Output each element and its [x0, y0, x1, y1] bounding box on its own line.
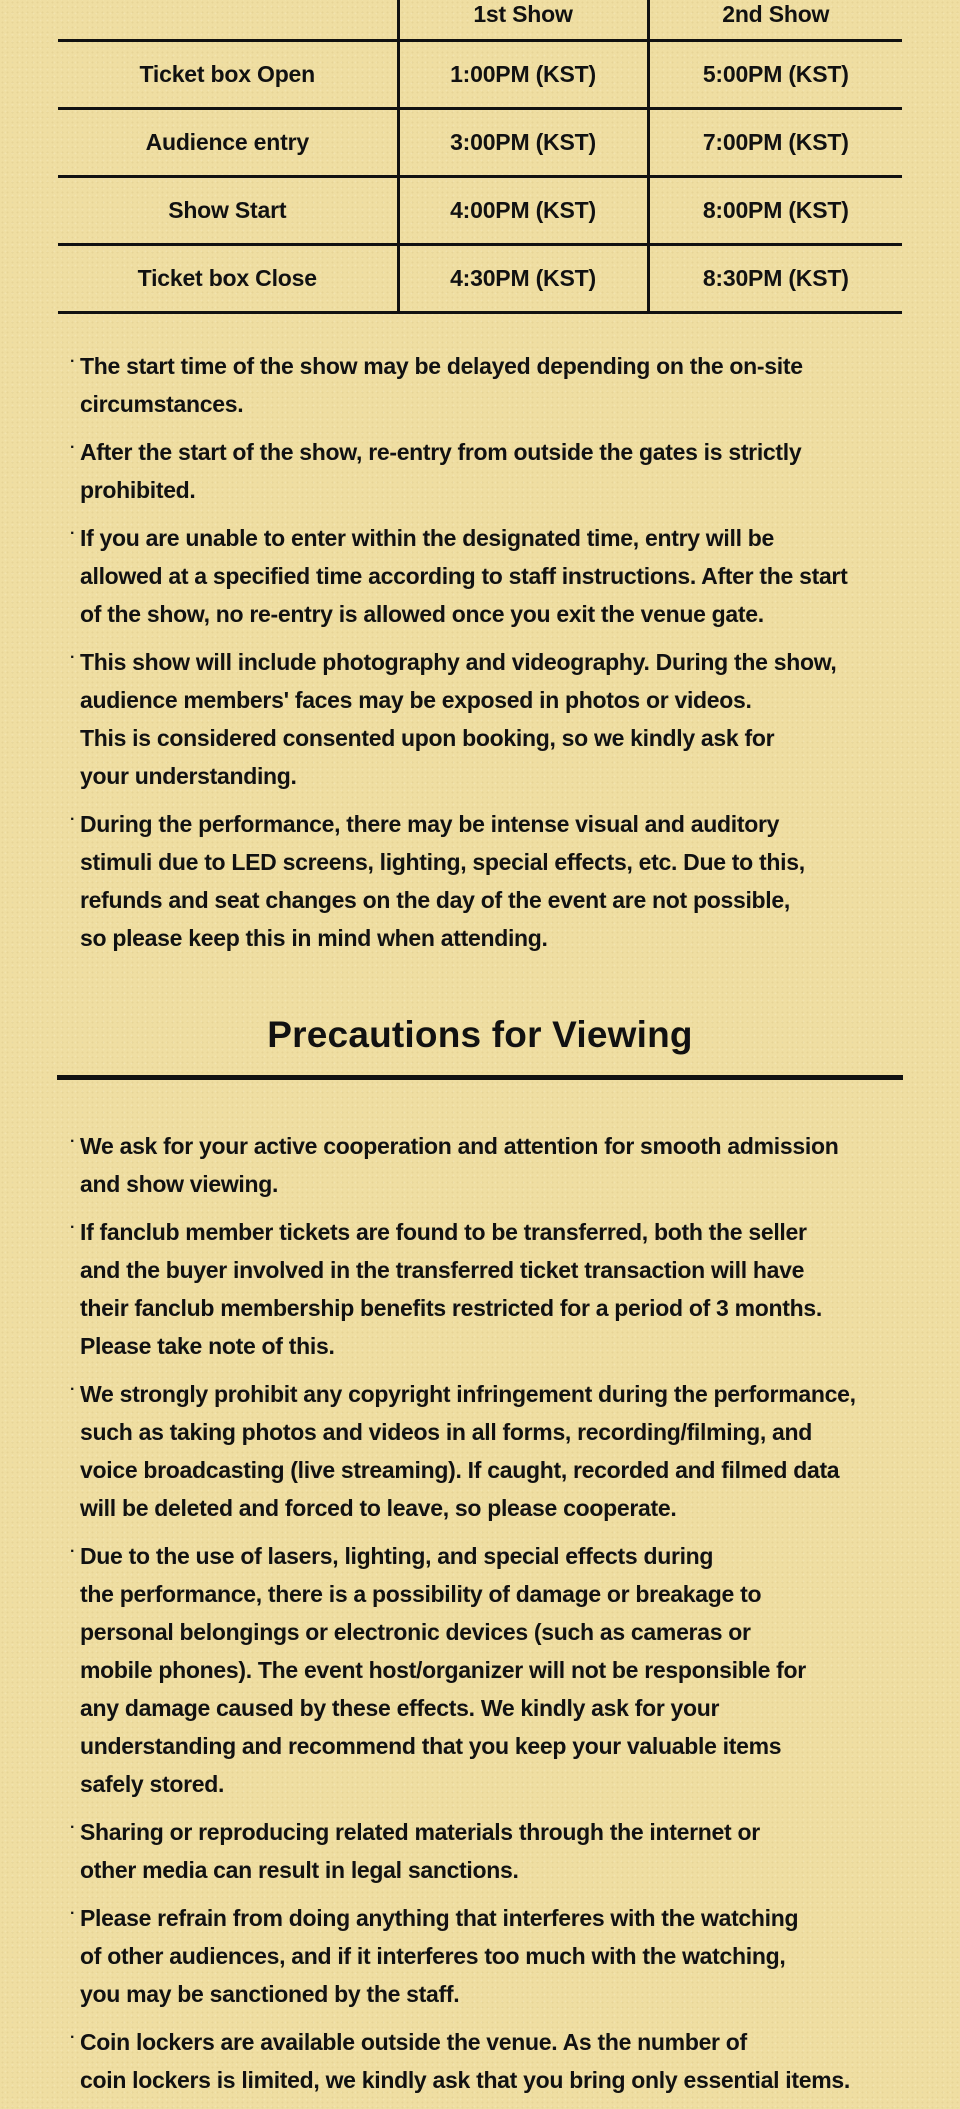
precautions-title: Precautions for Viewing	[267, 1014, 693, 1055]
bullet-icon: ·	[70, 439, 76, 456]
note-line: you may be sanctioned by the staff.	[80, 1981, 460, 2007]
note-line: safely stored.	[80, 1771, 225, 1797]
note-line: During the performance, there may be intense visual and auditory	[80, 811, 780, 837]
note-line: circumstances.	[80, 391, 244, 417]
note-line: refunds and seat changes on the day of the event are not possible,	[80, 887, 790, 913]
note-line: Due to the use of lasers, lighting, and special effects during	[80, 1543, 714, 1569]
note-line: Please refrain from doing anything that interferes with the watching	[80, 1905, 799, 1931]
show-note-item	[0, 433, 960, 509]
schedule-row	[58, 177, 902, 245]
bullet-icon: ·	[70, 811, 76, 828]
bullet-icon: ·	[70, 649, 76, 666]
bullet-icon: ·	[70, 1381, 76, 1398]
schedule-row-label: Audience entry	[58, 109, 398, 177]
note-line: prohibited.	[80, 477, 196, 503]
note-line: This is considered consented upon booking, so we kindly ask for	[80, 725, 775, 751]
bullet-icon: ·	[70, 1905, 76, 1922]
note-line: and show viewing.	[80, 1171, 279, 1197]
note-line: voice broadcasting (live streaming). If caught, recorded and filmed data	[80, 1457, 840, 1483]
note-line: This show will include photography and videography. During the show,	[80, 649, 837, 675]
precaution-item	[0, 1375, 960, 1527]
precaution-item	[0, 1213, 960, 1365]
note-line: coin lockers is limited, we kindly ask that you bring only essential items.	[80, 2067, 850, 2093]
show-schedule-table	[58, 0, 902, 314]
bullet-icon: ·	[70, 1219, 76, 1236]
note-line: their fanclub membership benefits restricted for a period of 3 months.	[80, 1295, 822, 1321]
note-line: personal belongings or electronic devices (such as cameras or	[80, 1619, 751, 1645]
schedule-row	[58, 245, 902, 313]
note-line: and the buyer involved in the transferred ticket transaction will have	[80, 1257, 805, 1283]
note-line: If you are unable to enter within the designated time, entry will be	[80, 525, 774, 551]
note-line: We ask for your active cooperation and attention for smooth admission	[80, 1133, 839, 1159]
note-line: If fanclub member tickets are found to be transferred, both the seller	[80, 1219, 807, 1245]
precaution-item	[0, 1813, 960, 1889]
note-line: the performance, there is a possibility of damage or breakage to	[80, 1581, 762, 1607]
note-line: will be deleted and forced to leave, so please cooperate.	[80, 1495, 677, 1521]
schedule-header-1st-show: 1st Show	[398, 0, 648, 41]
precaution-item	[0, 1127, 960, 1203]
note-line: Sharing or reproducing related materials through the internet or	[80, 1819, 760, 1845]
note-line: After the start of the show, re-entry from outside the gates is strictly	[80, 439, 802, 465]
precaution-item	[0, 2023, 960, 2099]
note-line: such as taking photos and videos in all forms, recording/filming, and	[80, 1419, 813, 1445]
note-line: other media can result in legal sanctions.	[80, 1857, 519, 1883]
note-line: your understanding.	[80, 763, 297, 789]
show-note-item	[0, 643, 960, 795]
note-line: Please take note of this.	[80, 1333, 335, 1359]
note-line: so please keep this in mind when attending.	[80, 925, 548, 951]
show-note-item	[0, 519, 960, 633]
bullet-icon: ·	[70, 353, 76, 370]
show-note-item	[0, 805, 960, 957]
note-line: of the show, no re-entry is allowed once you exit the venue gate.	[80, 601, 764, 627]
bullet-icon: ·	[70, 1133, 76, 1150]
precaution-item	[0, 1537, 960, 1803]
precaution-item	[0, 1899, 960, 2013]
note-line: of other audiences, and if it interferes too much with the watching,	[80, 1943, 786, 1969]
schedule-row-label: Show Start	[58, 177, 398, 245]
note-line: stimuli due to LED screens, lighting, special effects, etc. Due to this,	[80, 849, 805, 875]
schedule-2nd-show-time: 8:00PM (KST)	[648, 177, 902, 245]
note-line: understanding and recommend that you keep your valuable items	[80, 1733, 782, 1759]
note-line: The start time of the show may be delayed depending on the on-site	[80, 353, 803, 379]
show-notes-list	[0, 347, 960, 967]
note-line: allowed at a specified time according to staff instructions. After the start	[80, 563, 848, 589]
schedule-row-label: Ticket box Close	[58, 245, 398, 313]
schedule-2nd-show-time: 7:00PM (KST)	[648, 109, 902, 177]
note-line: mobile phones). The event host/organizer will not be responsible for	[80, 1657, 806, 1683]
schedule-row-label: Ticket box Open	[58, 41, 398, 109]
bullet-icon: ·	[70, 525, 76, 542]
bullet-icon: ·	[70, 1543, 76, 1560]
schedule-2nd-show-time: 5:00PM (KST)	[648, 41, 902, 109]
schedule-row	[58, 41, 902, 109]
schedule-1st-show-time: 4:00PM (KST)	[398, 177, 648, 245]
note-line: audience members' faces may be exposed in photos or videos.	[80, 687, 752, 713]
schedule-header-empty	[58, 0, 398, 41]
note-line: We strongly prohibit any copyright infringement during the performance,	[80, 1381, 856, 1407]
schedule-1st-show-time: 4:30PM (KST)	[398, 245, 648, 313]
schedule-header-2nd-show: 2nd Show	[648, 0, 902, 41]
note-line: Coin lockers are available outside the venue. As the number of	[80, 2029, 747, 2055]
schedule-1st-show-time: 3:00PM (KST)	[398, 109, 648, 177]
bullet-icon: ·	[70, 1819, 76, 1836]
section-divider	[57, 1075, 903, 1080]
schedule-row	[58, 109, 902, 177]
note-line: any damage caused by these effects. We kindly ask for your	[80, 1695, 720, 1721]
schedule-2nd-show-time: 8:30PM (KST)	[648, 245, 902, 313]
precautions-list	[0, 1127, 960, 2109]
bullet-icon: ·	[70, 2029, 76, 2046]
schedule-header-row	[58, 0, 902, 41]
show-note-item	[0, 347, 960, 423]
schedule-1st-show-time: 1:00PM (KST)	[398, 41, 648, 109]
